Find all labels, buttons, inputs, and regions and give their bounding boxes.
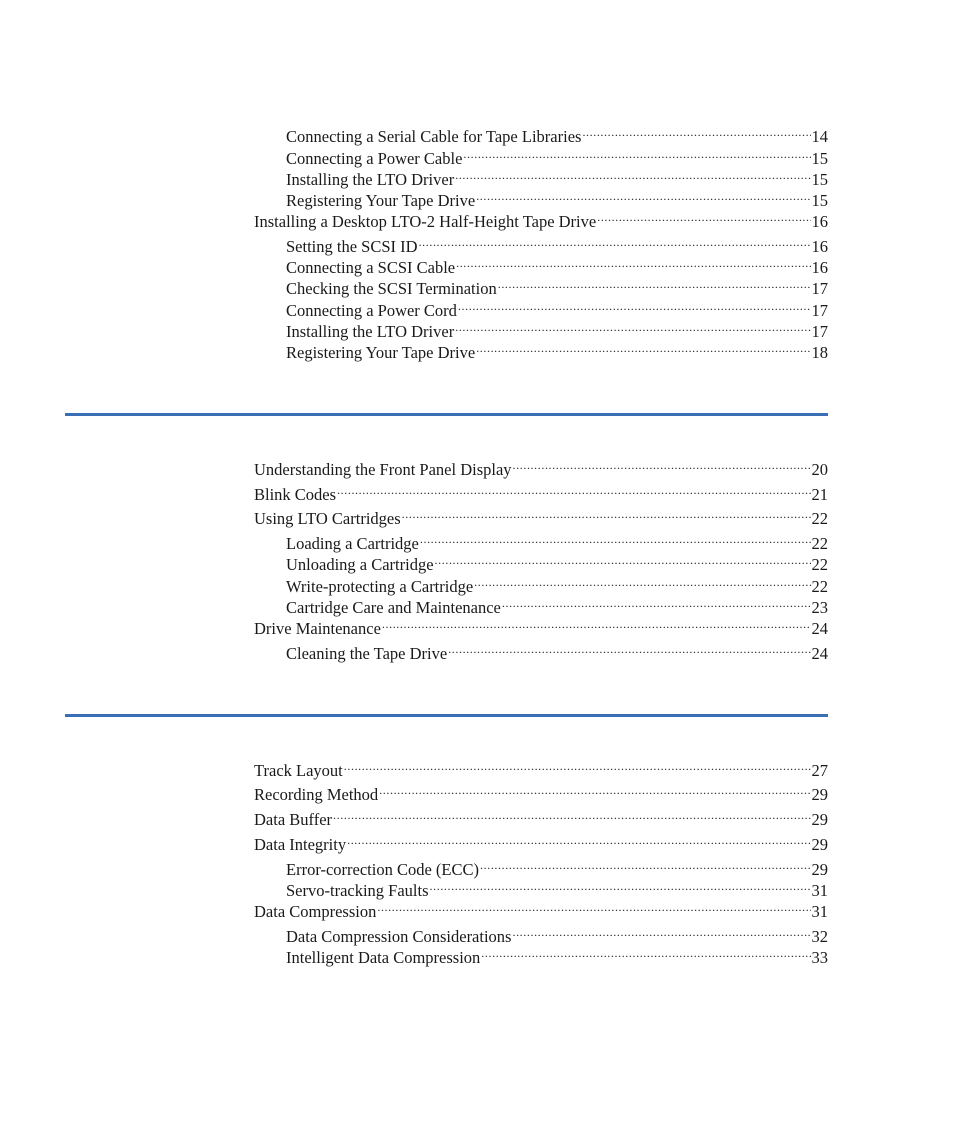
toc-entry[interactable] bbox=[254, 830, 828, 854]
toc-entry[interactable] bbox=[286, 876, 828, 900]
toc-entry-title: Connecting a Serial Cable for Tape Libraries bbox=[286, 127, 582, 146]
toc-entry-page: 21 bbox=[811, 485, 828, 504]
toc-entry-title: Checking the SCSI Termination bbox=[286, 279, 497, 298]
dot-leader bbox=[435, 550, 811, 570]
dot-leader bbox=[347, 830, 810, 850]
toc-entry-page: 24 bbox=[811, 619, 828, 638]
toc-entry[interactable] bbox=[286, 232, 828, 256]
dot-leader bbox=[513, 455, 811, 475]
dot-leader bbox=[344, 756, 811, 776]
toc-entry-title: Registering Your Tape Drive bbox=[286, 343, 476, 362]
dot-leader bbox=[458, 296, 811, 316]
toc-entry-page: 18 bbox=[811, 343, 828, 362]
toc-entry[interactable] bbox=[286, 122, 828, 146]
toc-entry-page: 17 bbox=[811, 301, 828, 320]
toc-entry-title: Registering Your Tape Drive bbox=[286, 191, 476, 210]
toc-entry-page: 22 bbox=[811, 577, 828, 596]
toc-entry-page: 15 bbox=[811, 191, 828, 210]
toc-entry[interactable] bbox=[254, 805, 828, 829]
toc-entry[interactable] bbox=[286, 922, 828, 946]
toc-entry-page: 22 bbox=[811, 555, 828, 574]
toc-entry-page: 17 bbox=[811, 322, 828, 341]
section-divider bbox=[65, 413, 828, 416]
dot-leader bbox=[597, 207, 810, 227]
dot-leader bbox=[333, 805, 810, 825]
toc-entry-page: 32 bbox=[811, 927, 828, 946]
toc-entry-page: 16 bbox=[811, 237, 828, 256]
dot-leader bbox=[476, 338, 810, 358]
toc-entry-title: Installing the LTO Driver bbox=[286, 170, 455, 189]
section-divider bbox=[65, 714, 828, 717]
dot-leader bbox=[474, 572, 810, 592]
dot-leader bbox=[476, 186, 810, 206]
toc-entry-title: Installing the LTO Driver bbox=[286, 322, 455, 341]
dot-leader bbox=[481, 943, 810, 963]
toc-entry-title: Data Compression Considerations bbox=[286, 927, 512, 946]
toc-entry-page: 14 bbox=[811, 127, 828, 146]
dot-leader bbox=[582, 122, 810, 142]
toc-entry[interactable] bbox=[254, 504, 828, 528]
toc-entry[interactable] bbox=[254, 897, 828, 921]
dot-leader bbox=[448, 639, 810, 659]
toc-entry[interactable] bbox=[254, 455, 828, 479]
toc-entry[interactable] bbox=[286, 253, 828, 277]
toc-entry[interactable] bbox=[286, 943, 828, 967]
toc-entry[interactable] bbox=[254, 756, 828, 780]
toc-entry[interactable] bbox=[286, 855, 828, 879]
dot-leader bbox=[419, 232, 811, 252]
toc-entry-page: 24 bbox=[811, 644, 828, 663]
toc-entry[interactable] bbox=[286, 529, 828, 553]
toc-entry-title: Blink Codes bbox=[254, 485, 337, 504]
dot-leader bbox=[337, 480, 810, 500]
dot-leader bbox=[498, 274, 811, 294]
toc-entry-title: Loading a Cartridge bbox=[286, 534, 419, 553]
toc-entry-page: 16 bbox=[811, 258, 828, 277]
dot-leader bbox=[430, 876, 811, 896]
dot-leader bbox=[377, 897, 810, 917]
toc-entry[interactable] bbox=[254, 480, 828, 504]
toc-entry[interactable] bbox=[286, 572, 828, 596]
toc-entry-title: Data Compression bbox=[254, 902, 377, 921]
toc-entry-title: Recording Method bbox=[254, 785, 379, 804]
toc-entry-page: 27 bbox=[811, 761, 828, 780]
toc-entry-title: Setting the SCSI ID bbox=[286, 237, 418, 256]
toc-entry-title: Using LTO Cartridges bbox=[254, 509, 401, 528]
toc-entry-title: Cleaning the Tape Drive bbox=[286, 644, 448, 663]
toc-entry-page: 22 bbox=[811, 509, 828, 528]
toc-entry-title: Write-protecting a Cartridge bbox=[286, 577, 474, 596]
toc-entry[interactable] bbox=[254, 780, 828, 804]
toc-entry-page: 15 bbox=[811, 149, 828, 168]
toc-entry-page: 33 bbox=[811, 948, 828, 967]
dot-leader bbox=[456, 253, 810, 273]
toc-entry-title: Connecting a Power Cord bbox=[286, 301, 457, 320]
toc-entry-title: Unloading a Cartridge bbox=[286, 555, 434, 574]
dot-leader bbox=[480, 855, 810, 875]
toc-entry-title: Connecting a SCSI Cable bbox=[286, 258, 456, 277]
dot-leader bbox=[512, 922, 810, 942]
toc-entry-page: 16 bbox=[811, 212, 828, 231]
toc-entry[interactable] bbox=[286, 550, 828, 574]
toc-entry-page: 15 bbox=[811, 170, 828, 189]
toc-entry-title: Understanding the Front Panel Display bbox=[254, 460, 512, 479]
dot-leader bbox=[420, 529, 811, 549]
toc-entry-page: 29 bbox=[811, 835, 828, 854]
toc-entry-page: 29 bbox=[811, 860, 828, 879]
dot-leader bbox=[402, 504, 811, 524]
toc-entry-title: Cartridge Care and Maintenance bbox=[286, 598, 501, 617]
toc-entry[interactable] bbox=[254, 207, 828, 231]
toc-entry[interactable] bbox=[286, 296, 828, 320]
toc-entry[interactable] bbox=[286, 593, 828, 617]
toc-entry-page: 31 bbox=[811, 902, 828, 921]
toc-entry-page: 20 bbox=[811, 460, 828, 479]
dot-leader bbox=[463, 144, 810, 164]
toc-entry-page: 29 bbox=[811, 810, 828, 829]
toc-entry-title: Installing a Desktop LTO-2 Half-Height Tape Drive bbox=[254, 212, 597, 231]
toc-entry[interactable] bbox=[286, 274, 828, 298]
toc-entry-page: 29 bbox=[811, 785, 828, 804]
toc-entry-page: 17 bbox=[811, 279, 828, 298]
toc-entry-title: Intelligent Data Compression bbox=[286, 948, 481, 967]
toc-entry-title: Data Buffer bbox=[254, 810, 333, 829]
dot-leader bbox=[502, 593, 811, 613]
dot-leader bbox=[455, 165, 810, 185]
toc-entry-title: Error-correction Code (ECC) bbox=[286, 860, 480, 879]
toc-entry[interactable] bbox=[254, 614, 828, 638]
dot-leader bbox=[455, 317, 810, 337]
toc-entry[interactable] bbox=[286, 165, 828, 189]
toc-entry-title: Servo-tracking Faults bbox=[286, 881, 429, 900]
dot-leader bbox=[382, 614, 811, 634]
toc-entry-page: 22 bbox=[811, 534, 828, 553]
toc-entry-title: Data Integrity bbox=[254, 835, 347, 854]
toc-entry-title: Track Layout bbox=[254, 761, 343, 780]
toc-entry-page: 31 bbox=[811, 881, 828, 900]
toc-entry[interactable] bbox=[286, 338, 828, 362]
toc-entry-title: Drive Maintenance bbox=[254, 619, 381, 638]
toc-entry[interactable] bbox=[286, 317, 828, 341]
toc-entry[interactable] bbox=[286, 144, 828, 168]
toc-entry-title: Connecting a Power Cable bbox=[286, 149, 463, 168]
dot-leader bbox=[379, 780, 810, 800]
toc-entry[interactable] bbox=[286, 639, 828, 663]
toc-entry[interactable] bbox=[286, 186, 828, 210]
toc-entry-page: 23 bbox=[811, 598, 828, 617]
